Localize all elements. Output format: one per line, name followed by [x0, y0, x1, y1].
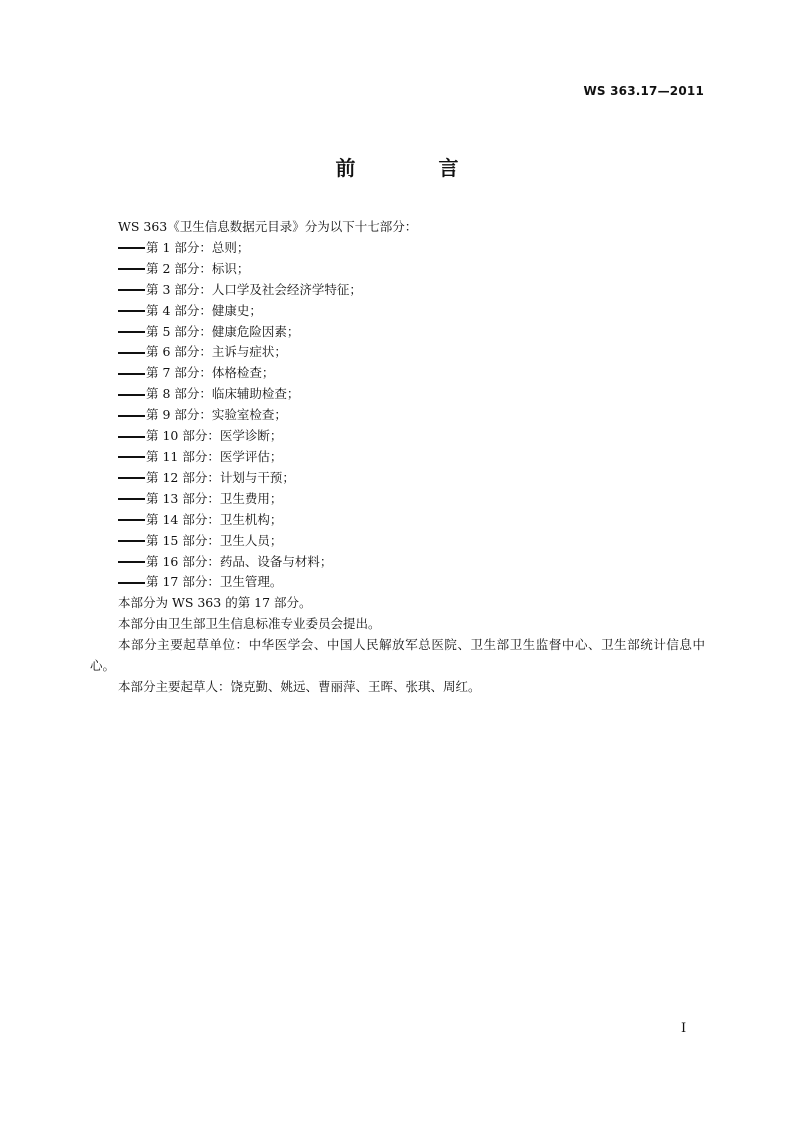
list-item-text: 第 16 部分：药品、设备与材料； — [146, 553, 333, 569]
parts-list — [90, 238, 705, 593]
list-item — [90, 384, 705, 405]
list-item-text: 第 15 部分：卫生人员； — [146, 532, 283, 548]
list-item — [90, 342, 705, 363]
list-item-text: 第 17 部分：卫生管理。 — [146, 574, 283, 590]
drafters-paragraph: 本部分主要起草人：饶克勤、姚远、曹丽萍、王晖、张琪、周红。 — [118, 678, 481, 694]
list-item — [90, 322, 705, 343]
list-item-text: 第 1 部分：总则； — [146, 239, 250, 255]
list-item-text: 第 5 部分：健康危险因素； — [146, 323, 300, 339]
dash-bullet — [118, 310, 145, 312]
list-item-text: 第 9 部分：实验室检查； — [146, 407, 287, 423]
list-item — [90, 489, 705, 510]
proposer-paragraph: 本部分由卫生部卫生信息标准专业委员会提出。 — [118, 616, 381, 632]
dash-bullet — [118, 268, 145, 270]
list-item — [90, 447, 705, 468]
list-item — [90, 405, 705, 426]
list-item-text: 第 2 部分：标识； — [146, 260, 250, 276]
list-item — [90, 510, 705, 531]
list-item-text: 第 3 部分：人口学及社会经济学特征； — [146, 281, 362, 297]
list-item-text: 第 11 部分：医学评估； — [146, 448, 283, 464]
dash-bullet — [118, 373, 145, 375]
dash-bullet — [118, 247, 145, 249]
page-number: I — [681, 1021, 687, 1036]
dash-bullet — [118, 436, 145, 438]
intro-paragraph: WS 363《卫生信息数据元目录》分为以下十七部分： — [118, 219, 418, 234]
dash-bullet — [118, 289, 145, 291]
list-item — [90, 280, 705, 301]
dash-bullet — [118, 477, 145, 479]
list-item — [90, 426, 705, 447]
list-item — [90, 259, 705, 280]
list-item — [90, 301, 705, 322]
standard-code: WS 363.17—2011 — [583, 84, 704, 98]
part-statement-paragraph: 本部分为 WS 363 的第 17 部分。 — [118, 595, 312, 611]
list-item — [90, 238, 705, 259]
dash-bullet — [118, 519, 145, 521]
dash-bullet — [118, 582, 145, 584]
list-item — [90, 531, 705, 552]
list-item-text: 第 12 部分：计划与干预； — [146, 469, 295, 485]
list-item — [90, 468, 705, 489]
list-item-text: 第 7 部分：体格检查； — [146, 365, 275, 381]
list-item-text: 第 10 部分：医学诊断； — [146, 428, 283, 444]
dash-bullet — [118, 394, 145, 396]
list-item-text: 第 13 部分：卫生费用； — [146, 490, 283, 506]
dash-bullet — [118, 456, 145, 458]
dash-bullet — [118, 331, 145, 333]
drafting-units-paragraph: 本部分主要起草单位：中华医学会、中国人民解放军总医院、卫生部卫生监督中心、卫生部统计信息中心。 — [90, 637, 705, 674]
dash-bullet — [118, 352, 145, 354]
list-item-text: 第 6 部分：主诉与症状； — [146, 344, 287, 360]
dash-bullet — [118, 561, 145, 563]
list-item — [90, 552, 705, 573]
page-title: 前 言 — [335, 156, 497, 180]
dash-bullet — [118, 415, 145, 417]
dash-bullet — [118, 498, 145, 500]
list-item — [90, 572, 705, 593]
list-item-text: 第 14 部分：卫生机构； — [146, 511, 283, 527]
foreword-body — [90, 217, 705, 698]
list-item — [90, 363, 705, 384]
list-item-text: 第 8 部分：临床辅助检查； — [146, 386, 300, 402]
dash-bullet — [118, 540, 145, 542]
list-item-text: 第 4 部分：健康史； — [146, 302, 262, 318]
